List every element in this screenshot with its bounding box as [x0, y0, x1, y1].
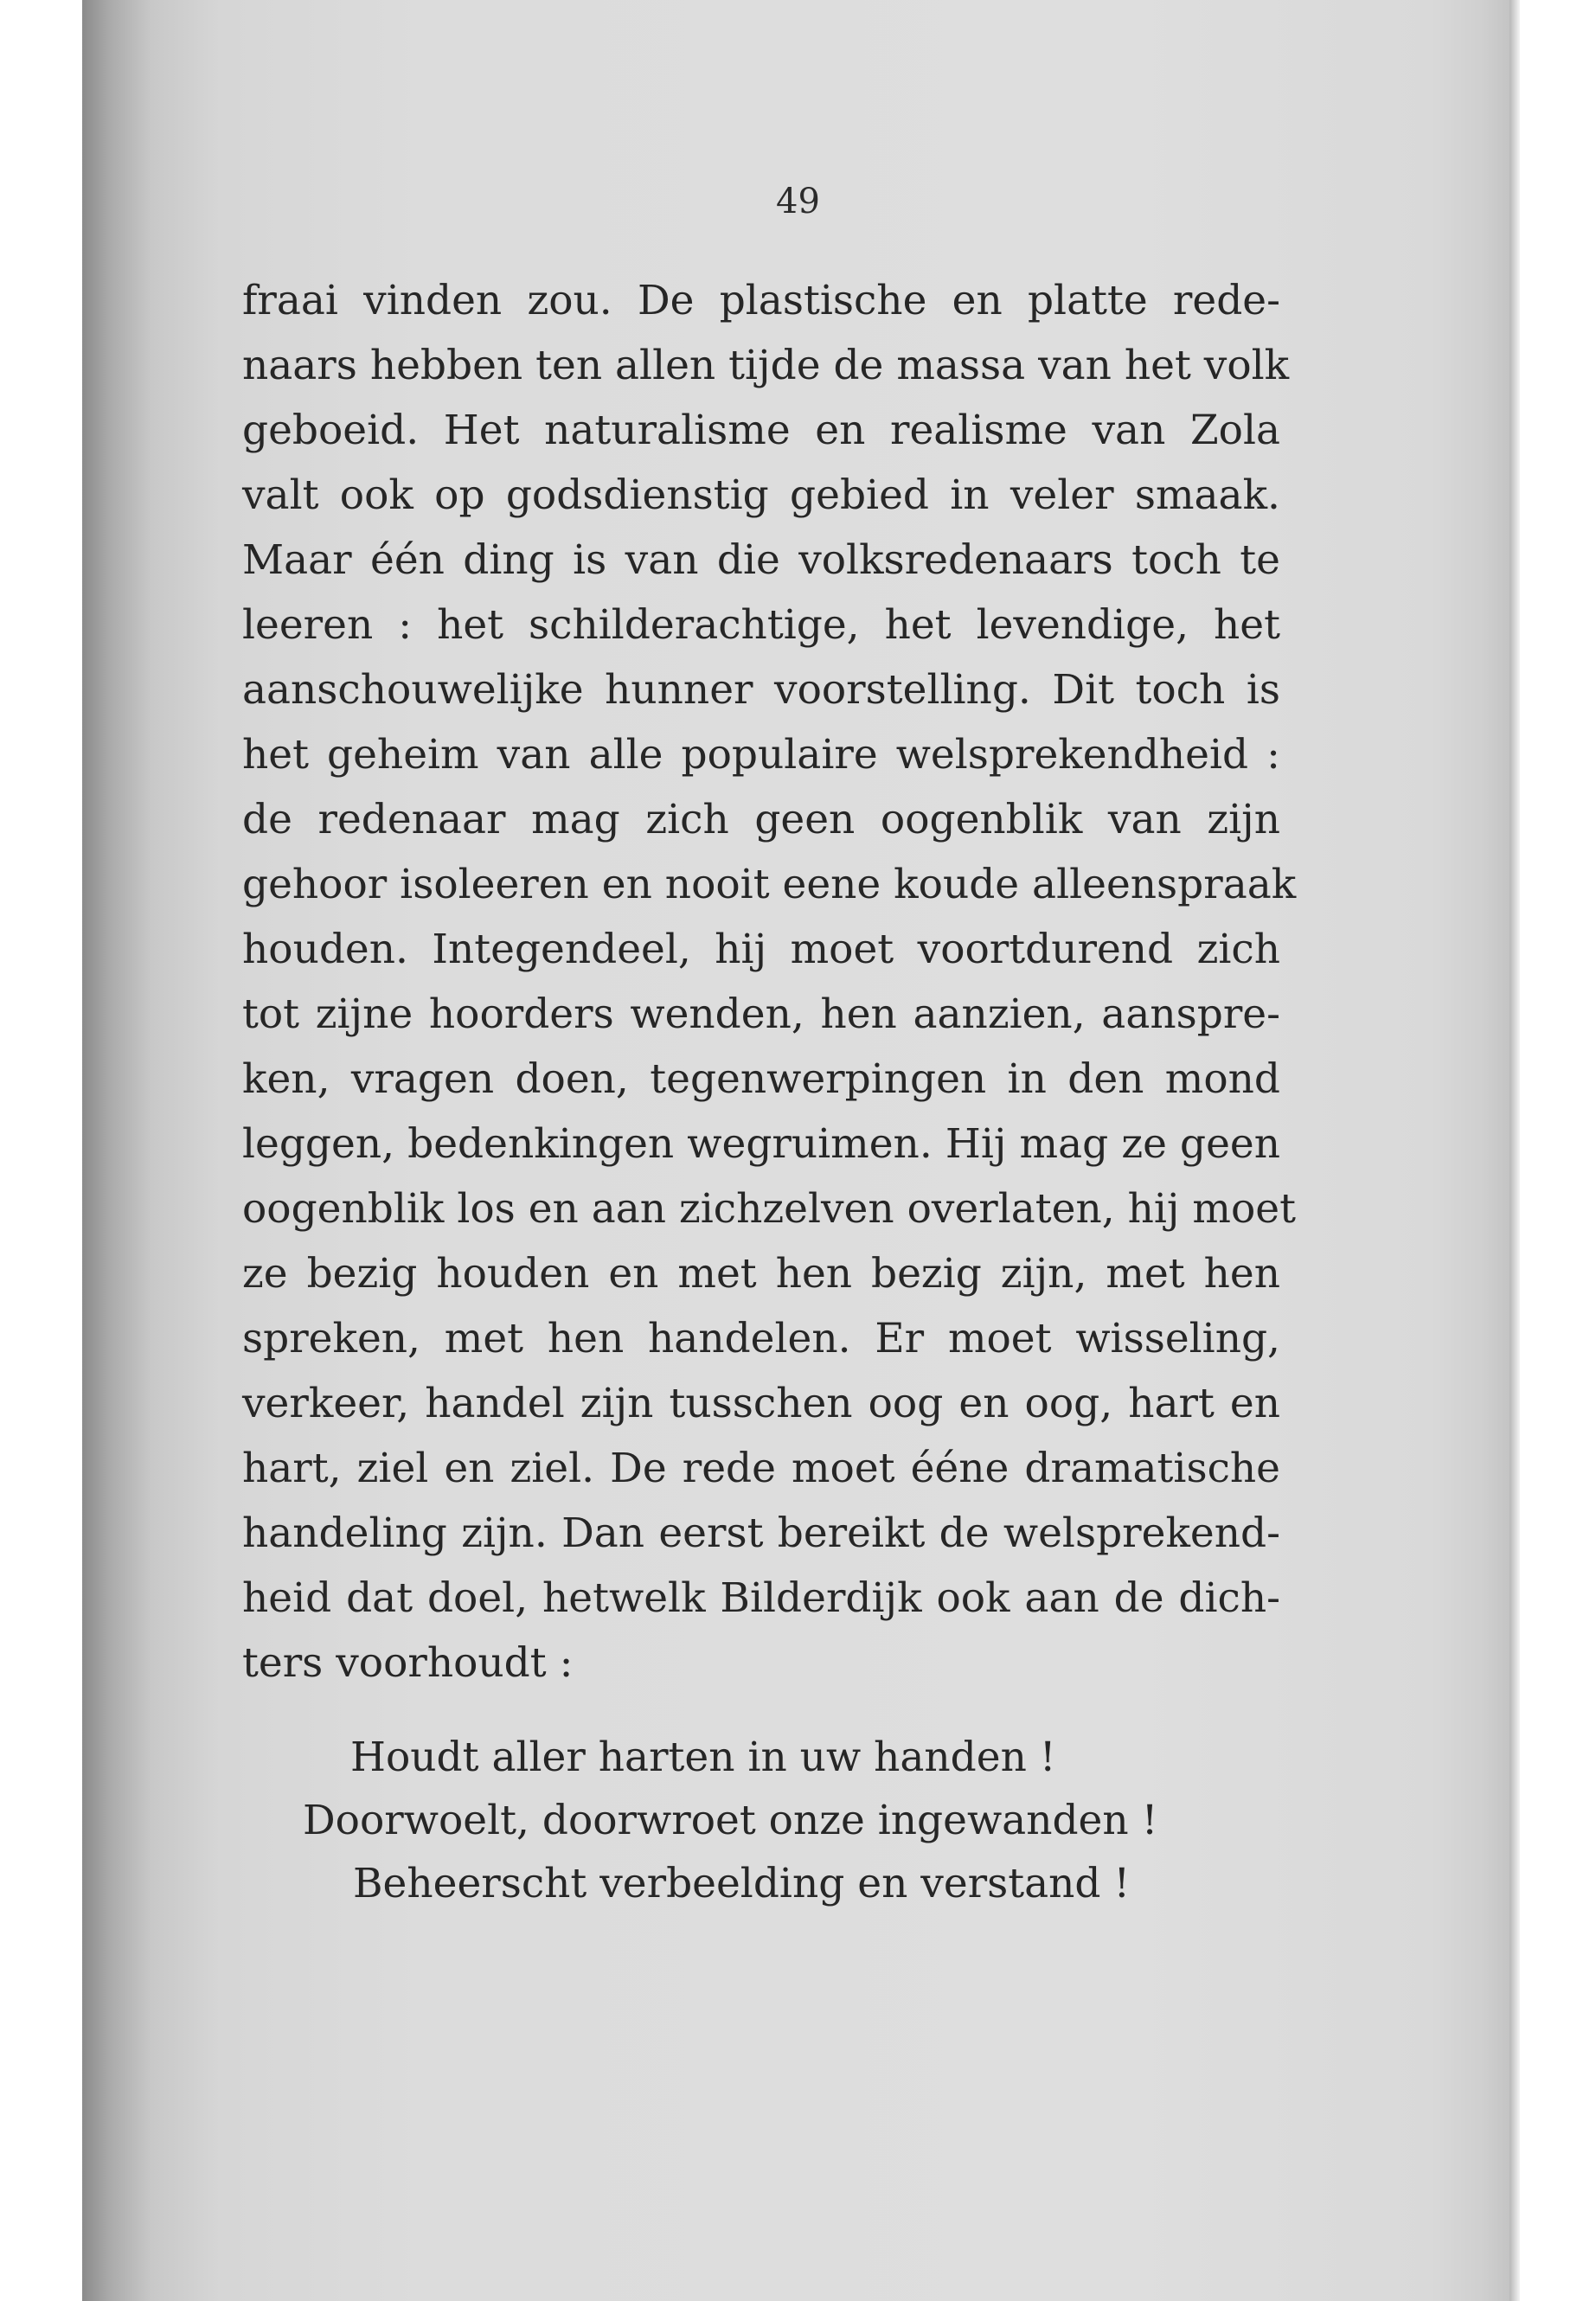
text-line: tot zijne hoorders wenden, hen aanzien, aanspre-: [242, 990, 1280, 1038]
text-line: spreken, met hen handelen. Er moet wisseling,: [242, 1315, 1280, 1362]
text-line: leeren : het schilderachtige, het levendige, het: [242, 601, 1280, 649]
body-paragraph: [242, 268, 1297, 1695]
text-line: verkeer, handel zijn tusschen oog en oog, hart en: [242, 1380, 1280, 1427]
text-line: fraai vinden zou. De plastische en platte rede-: [242, 277, 1280, 324]
verse-quote: [303, 1726, 1254, 1915]
text-line: houden. Integendeel, hij moet voortdurend zich: [242, 926, 1280, 973]
text-line: ze bezig houden en met hen bezig zijn, met hen: [242, 1250, 1280, 1298]
text-line: naars hebben ten allen tijde de massa van het volk: [242, 342, 1290, 389]
text-line: gehoor isoleeren en nooit eene koude alleenspraak: [242, 861, 1297, 908]
page-edge: [1509, 0, 1520, 2301]
text-line: het geheim van alle populaire welsprekendheid :: [242, 731, 1280, 779]
text-line: aanschouwelijke hunner voorstelling. Dit toch is: [242, 666, 1280, 714]
text-line: heid dat doel, hetwelk Bilderdijk ook aan de dich-: [242, 1574, 1280, 1622]
verse-line: Doorwoelt, doorwroet onze ingewanden !: [303, 1797, 1158, 1844]
text-line: oogenblik los en aan zichzelven overlaten, hij moet: [242, 1185, 1296, 1233]
verse-line: Beheerscht verbeelding en verstand !: [353, 1860, 1131, 1907]
text-line: de redenaar mag zich geen oogenblik van zijn: [242, 796, 1280, 843]
verse-line: Houdt aller harten in uw handen !: [350, 1734, 1056, 1781]
text-line: ken, vragen doen, tegenwerpingen in den mond: [242, 1055, 1280, 1103]
text-line: geboeid. Het naturalisme en realisme van Zola: [242, 407, 1280, 454]
text-line: leggen, bedenkingen wegruimen. Hij mag ze geen: [242, 1120, 1280, 1168]
text-line: handeling zijn. Dan eerst bereikt de welsprekend-: [242, 1509, 1280, 1557]
text-line: ters voorhoudt :: [242, 1639, 574, 1687]
text-line: valt ook op godsdienstig gebied in veler smaak.: [242, 471, 1280, 519]
text-line: hart, ziel en ziel. De rede moet ééne dramatische: [242, 1445, 1280, 1492]
page-number: 49: [776, 182, 820, 221]
text-line: Maar één ding is van die volksredenaars toch te: [242, 536, 1280, 584]
